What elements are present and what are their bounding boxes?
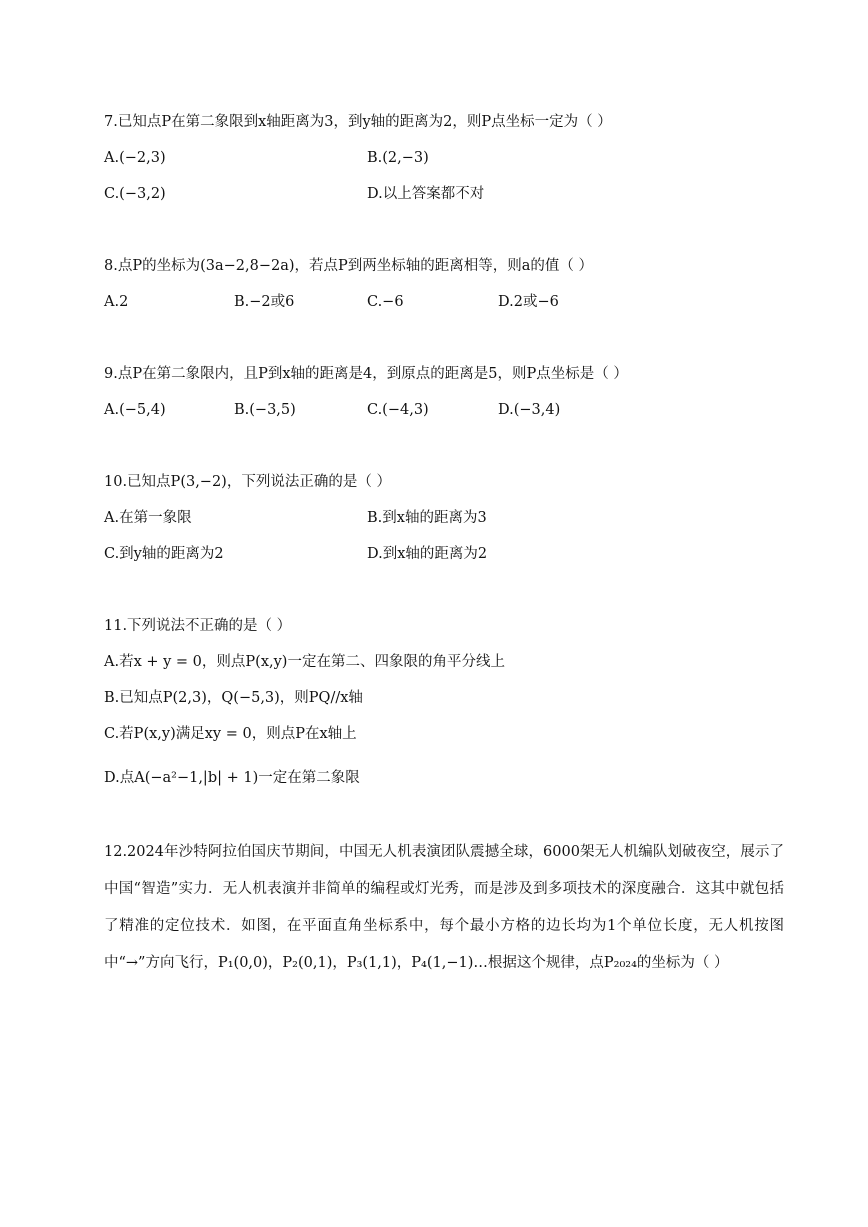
question-9-option-b: B.(−3,5) — [234, 402, 296, 418]
question-9-stem: 9.点P在第二象限内，且P到x轴的距离是4，到原点的距离是5，则P点坐标是（ ） — [104, 366, 628, 382]
question-9-option-d: D.(−3,4) — [498, 402, 561, 418]
question-11-option-b: B.已知点P(2,3)，Q(−5,3)，则PQ//x轴 — [104, 690, 363, 706]
question-8-stem: 8.点P的坐标为(3a−2,8−2a)，若点P到两坐标轴的距离相等，则a的值（ ） — [104, 258, 594, 274]
question-7-stem: 7.已知点P在第二象限到x轴距离为3，到y轴的距离为2，则P点坐标一定为（ ） — [104, 114, 612, 130]
question-11-option-c: C.若P(x,y)满足xy = 0，则点P在x轴上 — [104, 726, 357, 742]
question-7-option-d: D.以上答案都不对 — [367, 186, 485, 202]
question-11-option-a: A.若x + y = 0，则点P(x,y)一定在第二、四象限的角平分线上 — [104, 654, 505, 670]
question-8-option-d: D.2或−6 — [498, 294, 559, 310]
question-8-option-c: C.−6 — [367, 294, 404, 310]
question-10-option-b: B.到x轴的距离为3 — [367, 510, 487, 526]
question-8-option-b: B.−2或6 — [234, 294, 295, 310]
question-9-option-a: A.(−5,4) — [104, 402, 166, 418]
question-10-option-d: D.到x轴的距离为2 — [367, 546, 488, 562]
question-7-option-c: C.(−3,2) — [104, 186, 166, 202]
question-10-stem: 10.已知点P(3,−2)，下列说法正确的是（ ） — [104, 474, 391, 490]
question-11-stem: 11.下列说法不正确的是（ ） — [104, 618, 292, 634]
question-11-option-d: D.点A(−a²−1,|b| + 1)一定在第二象限 — [104, 770, 360, 786]
question-9-option-c: C.(−4,3) — [367, 402, 429, 418]
question-12-stem: 12.2024年沙特阿拉伯国庆节期间，中国无人机表演团队震撼全球，6000架无人机编队划破夜空，展示了中国“智造”实力．无人机表演并非简单的编程或灯光秀，而是涉及到多项技术的深度融合．这其中就包括了精准的定位技术．如图，在平面直角坐标系中，每个最小方格的边长均为1个单位长度，无人机按图中“→”方向飞行，P₁(0,0)，P₂(0,1)，P₃(1,1)，P₄(1,−1)…根据这个规律，点P₂₀₂₄的坐标为（ ） — [104, 844, 784, 971]
question-10-option-a: A.在第一象限 — [104, 510, 192, 526]
question-7-option-b: B.(2,−3) — [367, 150, 429, 166]
question-10-option-c: C.到y轴的距离为2 — [104, 546, 224, 562]
question-8-option-a: A.2 — [104, 294, 129, 310]
question-7-option-a: A.(−2,3) — [104, 150, 166, 166]
